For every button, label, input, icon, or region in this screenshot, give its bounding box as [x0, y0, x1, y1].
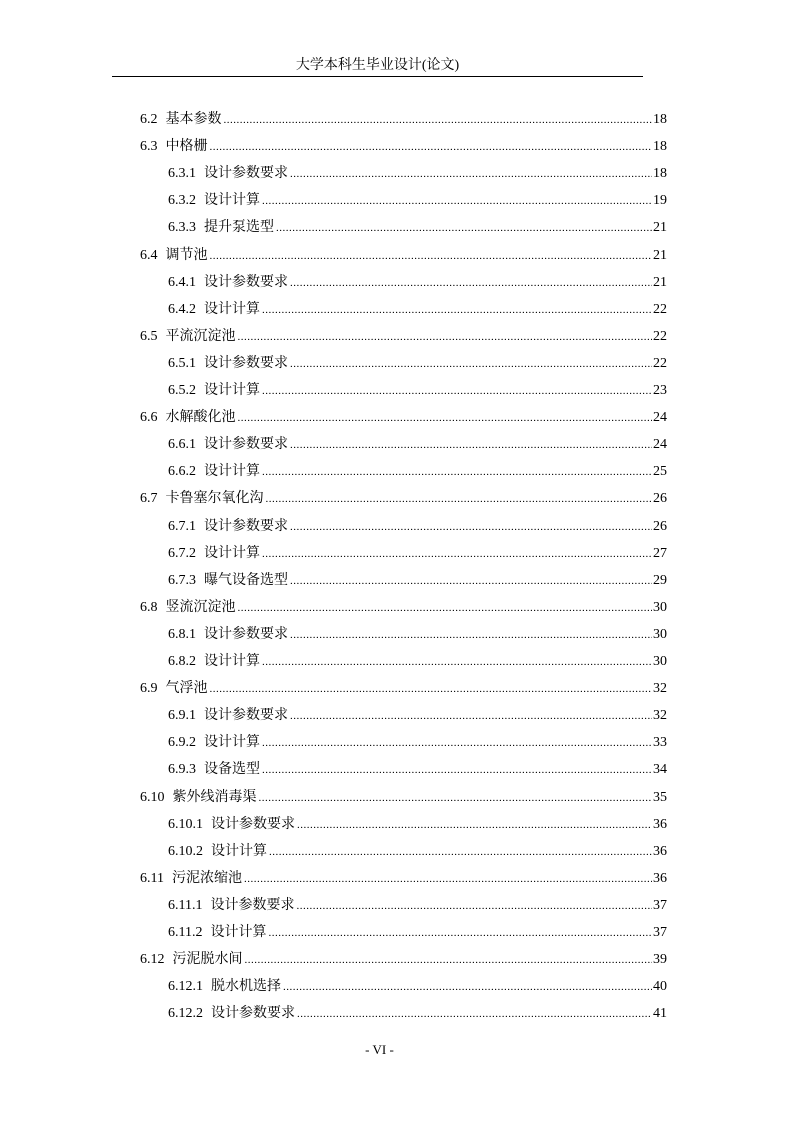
toc-entry[interactable]: [168, 842, 667, 862]
toc-dot-leader: [290, 354, 652, 374]
toc-entry[interactable]: [140, 788, 667, 808]
toc-entry-number: 6.12.2: [168, 1006, 203, 1022]
toc-entry-number: 6.4.1: [168, 274, 196, 290]
toc-entry-title: 基本参数: [165, 112, 222, 127]
toc-entry-page: 24: [653, 437, 667, 453]
toc-dot-leader: [268, 923, 652, 943]
toc-entry[interactable]: [168, 435, 667, 455]
toc-entry-title: 水解酸化池: [165, 410, 236, 426]
toc-dot-leader: [244, 869, 652, 889]
toc-entry-title: 气浮池: [165, 681, 208, 697]
toc-entry[interactable]: [168, 462, 667, 482]
toc-entry-number: 6.9.3: [168, 762, 196, 778]
toc-entry-number: 6.2: [140, 112, 158, 127]
toc-dot-leader: [262, 760, 652, 780]
toc-entry-page: 23: [653, 383, 667, 398]
toc-entry[interactable]: [168, 923, 667, 943]
toc-entry-title: 设计计算: [204, 464, 260, 480]
toc-entry-number: 6.6.1: [168, 437, 196, 453]
toc-entry-title: 设计参数要求: [204, 518, 288, 534]
toc-entry[interactable]: [168, 625, 667, 645]
toc-entry-number: 6.8.1: [168, 626, 196, 642]
toc-entry[interactable]: [168, 517, 667, 537]
toc-entry-title: 设备选型: [204, 762, 260, 778]
toc-entry-title: 紫外线消毒渠: [172, 789, 257, 805]
toc-entry[interactable]: [140, 246, 667, 266]
toc-entry[interactable]: [140, 489, 667, 509]
toc-entry-page: 29: [653, 572, 667, 588]
toc-entry-title: 污泥脱水间: [172, 952, 243, 968]
toc-entry-page: 37: [653, 925, 667, 940]
toc-dot-leader: [262, 462, 652, 482]
toc-entry-page: 27: [653, 545, 667, 561]
toc-entry-number: 6.3: [140, 139, 158, 155]
toc-entry[interactable]: [168, 544, 667, 564]
toc-entry-number: 6.6.2: [168, 464, 196, 480]
toc-entry[interactable]: [140, 137, 667, 157]
toc-entry-number: 6.6: [140, 410, 158, 426]
toc-dot-leader: [238, 408, 653, 428]
toc-entry-page: 26: [653, 491, 667, 507]
toc-entry-title: 竖流沉淀池: [165, 599, 236, 615]
toc-entry-title: 设计计算: [204, 383, 260, 398]
toc-entry-page: 22: [653, 301, 667, 317]
toc-entry-title: 调节池: [165, 247, 208, 263]
toc-entry[interactable]: [168, 815, 667, 835]
toc-entry-number: 6.8.2: [168, 654, 196, 669]
toc-entry-page: 37: [653, 897, 667, 913]
toc-entry-page: 32: [653, 681, 667, 697]
toc-entry[interactable]: [168, 381, 667, 401]
toc-entry-title: 设计计算: [204, 545, 260, 561]
toc-entry-title: 曝气设备选型: [204, 572, 288, 588]
toc-entry-title: 设计计算: [210, 925, 267, 940]
toc-entry-page: 19: [653, 193, 667, 209]
toc-dot-leader: [297, 815, 652, 835]
toc-entry-title: 设计计算: [204, 654, 260, 669]
toc-entry-title: 设计计算: [204, 735, 260, 751]
toc-entry[interactable]: [140, 327, 667, 347]
toc-entry-page: 34: [653, 762, 667, 778]
toc-entry[interactable]: [168, 300, 667, 320]
toc-dot-leader: [296, 896, 652, 916]
toc-entry-title: 提升泵选型: [204, 220, 274, 236]
toc-entry[interactable]: [168, 977, 667, 997]
toc-entry-title: 卡鲁塞尔氧化沟: [165, 491, 264, 507]
toc-entry[interactable]: [140, 408, 667, 428]
toc-dot-leader: [210, 137, 653, 157]
toc-entry[interactable]: [168, 218, 667, 238]
toc-entry-page: 22: [653, 355, 667, 371]
toc-entry[interactable]: [168, 164, 667, 184]
toc-entry[interactable]: [168, 760, 667, 780]
toc-entry-page: 35: [653, 789, 667, 805]
toc-entry-title: 设计参数要求: [204, 355, 288, 371]
toc-entry-number: 6.11.1: [168, 897, 203, 913]
toc-entry-number: 6.10: [140, 789, 165, 805]
toc-entry-title: 设计参数要求: [211, 1006, 295, 1022]
toc-entry-title: 设计参数要求: [211, 816, 295, 832]
toc-dot-leader: [266, 489, 653, 509]
toc-dot-leader: [210, 246, 653, 266]
toc-entry-number: 6.5.2: [168, 383, 196, 398]
toc-entry-page: 30: [653, 626, 667, 642]
toc-entry-number: 6.5: [140, 328, 158, 344]
toc-entry-page: 30: [653, 599, 667, 615]
toc-dot-leader: [262, 300, 652, 320]
toc-entry-title: 设计参数要求: [210, 897, 295, 913]
toc-dot-leader: [269, 842, 652, 862]
toc-entry-number: 6.11: [140, 870, 164, 886]
toc-entry-title: 设计计算: [211, 843, 267, 859]
toc-entry-number: 6.12.1: [168, 979, 203, 995]
toc-entry-page: 21: [653, 220, 667, 236]
toc-dot-leader: [290, 706, 652, 726]
toc-entry[interactable]: [140, 598, 667, 618]
toc-entry-number: 6.9.1: [168, 708, 196, 724]
toc-entry-number: 6.3.2: [168, 193, 196, 209]
toc-entry[interactable]: [168, 354, 667, 374]
toc-entry[interactable]: [140, 950, 667, 970]
toc-dot-leader: [290, 571, 652, 591]
toc-dot-leader: [290, 517, 652, 537]
toc-dot-leader: [262, 544, 652, 564]
toc-entry-page: 36: [653, 816, 667, 832]
toc-entry-page: 41: [653, 1006, 667, 1022]
toc-entry-page: 21: [653, 274, 667, 290]
toc-dot-leader: [210, 679, 653, 699]
toc-entry-number: 6.10.1: [168, 816, 203, 832]
toc-entry[interactable]: [140, 869, 667, 889]
toc-dot-leader: [297, 1004, 652, 1024]
toc-dot-leader: [245, 950, 653, 970]
toc-entry-title: 设计计算: [204, 193, 260, 209]
toc-entry[interactable]: [168, 896, 667, 916]
toc-entry[interactable]: [168, 652, 667, 672]
toc-entry-number: 6.12: [140, 952, 165, 968]
toc-dot-leader: [290, 164, 652, 184]
toc-entry-page: 22: [653, 328, 667, 344]
toc-entry-number: 6.3.1: [168, 166, 196, 182]
toc-dot-leader: [283, 977, 652, 997]
toc-entry-page: 18: [653, 112, 667, 127]
toc-entry-title: 设计计算: [204, 301, 260, 317]
toc-dot-leader: [262, 733, 652, 753]
toc-dot-leader: [290, 273, 652, 293]
toc-entry-title: 设计参数要求: [204, 626, 288, 642]
toc-entry-number: 6.7.3: [168, 572, 196, 588]
toc-entry-title: 中格栅: [165, 139, 208, 155]
toc-dot-leader: [238, 327, 653, 347]
toc-dot-leader: [259, 788, 653, 808]
toc-entry[interactable]: [168, 1004, 667, 1024]
toc-entry-number: 6.7: [140, 491, 158, 507]
toc-entry[interactable]: [140, 110, 667, 130]
toc-dot-leader: [262, 381, 652, 401]
toc-entry-page: 25: [653, 464, 667, 480]
toc-entry-title: 设计参数要求: [204, 166, 288, 182]
header-divider: [112, 76, 643, 77]
toc-entry-page: 26: [653, 518, 667, 534]
toc-dot-leader: [276, 218, 652, 238]
toc-entry-page: 40: [653, 979, 667, 995]
toc-entry-page: 30: [653, 654, 667, 669]
toc-entry-page: 18: [653, 166, 667, 182]
toc-entry-title: 平流沉淀池: [165, 328, 236, 344]
toc-entry-number: 6.3.3: [168, 220, 196, 236]
toc-entry-number: 6.11.2: [168, 925, 203, 940]
toc-entry-title: 设计参数要求: [204, 437, 288, 453]
toc-entry-number: 6.7.2: [168, 545, 196, 561]
toc-entry-page: 21: [653, 247, 667, 263]
toc-dot-leader: [262, 652, 652, 672]
toc-entry[interactable]: [140, 679, 667, 699]
toc-entry-page: 33: [653, 735, 667, 751]
toc-dot-leader: [262, 191, 652, 211]
toc-entry-title: 脱水机选择: [211, 979, 281, 995]
toc-entry-page: 36: [653, 843, 667, 859]
toc-dot-leader: [224, 110, 653, 130]
toc-entry[interactable]: [168, 733, 667, 753]
page-header-title: 大学本科生毕业设计(论文): [295, 58, 460, 73]
toc-entry-page: 36: [653, 870, 667, 886]
toc-entry-number: 6.7.1: [168, 518, 196, 534]
toc-entry[interactable]: [168, 706, 667, 726]
toc-entry-number: 6.8: [140, 599, 158, 615]
toc-entry[interactable]: [168, 273, 667, 293]
toc-entry-number: 6.5.1: [168, 355, 196, 371]
toc-entry-number: 6.4: [140, 247, 158, 263]
toc-entry-title: 污泥浓缩池: [171, 870, 242, 886]
toc-entry[interactable]: [168, 571, 667, 591]
toc-entry-page: 18: [653, 139, 667, 155]
toc-entry-number: 6.4.2: [168, 301, 196, 317]
toc-dot-leader: [290, 625, 652, 645]
toc-entry-number: 6.9.2: [168, 735, 196, 751]
toc-entry-page: 24: [653, 410, 667, 426]
toc-entry[interactable]: [168, 191, 667, 211]
toc-entry-title: 设计参数要求: [204, 708, 288, 724]
toc-entry-page: 39: [653, 952, 667, 968]
page-number: - VI -: [365, 1042, 394, 1057]
toc-entry-title: 设计参数要求: [204, 274, 288, 290]
toc-dot-leader: [238, 598, 653, 618]
toc-dot-leader: [290, 435, 652, 455]
toc-entry-page: 32: [653, 708, 667, 724]
toc-entry-number: 6.10.2: [168, 843, 203, 859]
toc-entry-number: 6.9: [140, 681, 158, 697]
